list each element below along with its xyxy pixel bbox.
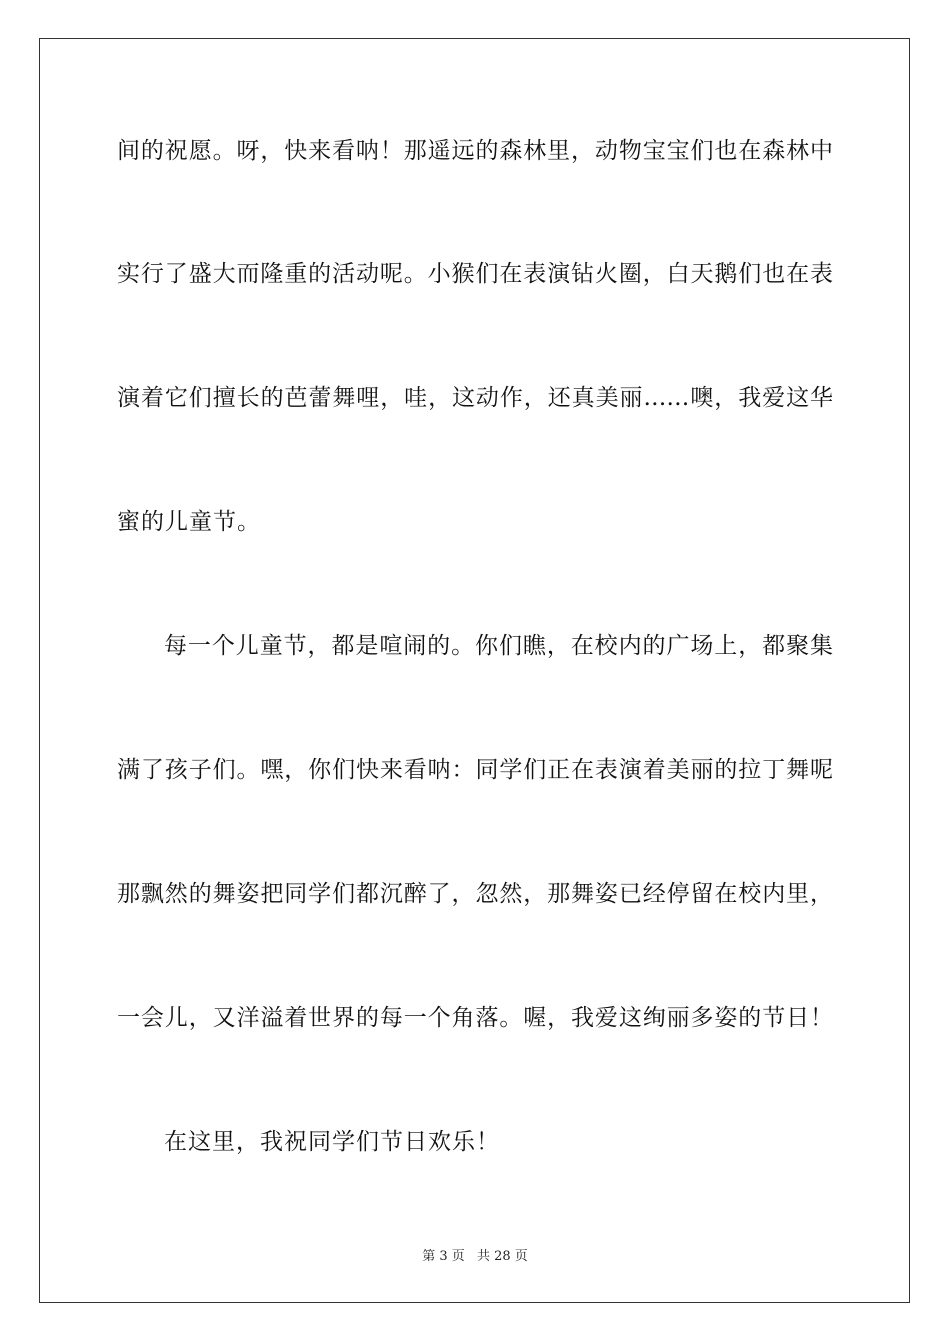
paragraph-2-line-4: 一会儿，又洋溢着世界的每一个角落。喔，我爱这绚丽多姿的节日！ [117,1005,833,1031]
text-line-3: 演着它们擅长的芭蕾舞哩，哇，这动作，还真美丽……噢，我爱这华 [117,385,833,411]
text-line-2: 实行了盛大而隆重的活动呢。小猴们在表演钻火圈，白天鹅们也在表 [117,261,833,287]
text-line-4: 蜜的儿童节。 [117,509,261,535]
text-line-1: 间的祝愿。呀，快来看呐！那遥远的森林里，动物宝宝们也在森林中 [117,138,833,164]
page-footer [0,1248,950,1266]
paragraph-2-line-3: 那飘然的舞姿把同学们都沉醉了，忽然，那舞姿已经停留在校内里， [117,881,833,907]
paragraph-2-line-1: 每一个儿童节，都是喧闹的。你们瞧，在校内的广场上，都聚集 [164,633,833,659]
page-border [39,38,910,1303]
paragraph-2-line-2: 满了孩子们。嘿，你们快来看呐：同学们正在表演着美丽的拉丁舞呢 [117,757,833,783]
total-pages: 共 28 页 [476,1249,528,1264]
page-number: 第 3 页 [422,1249,465,1264]
paragraph-3-line-1: 在这里，我祝同学们节日欢乐！ [164,1129,500,1155]
